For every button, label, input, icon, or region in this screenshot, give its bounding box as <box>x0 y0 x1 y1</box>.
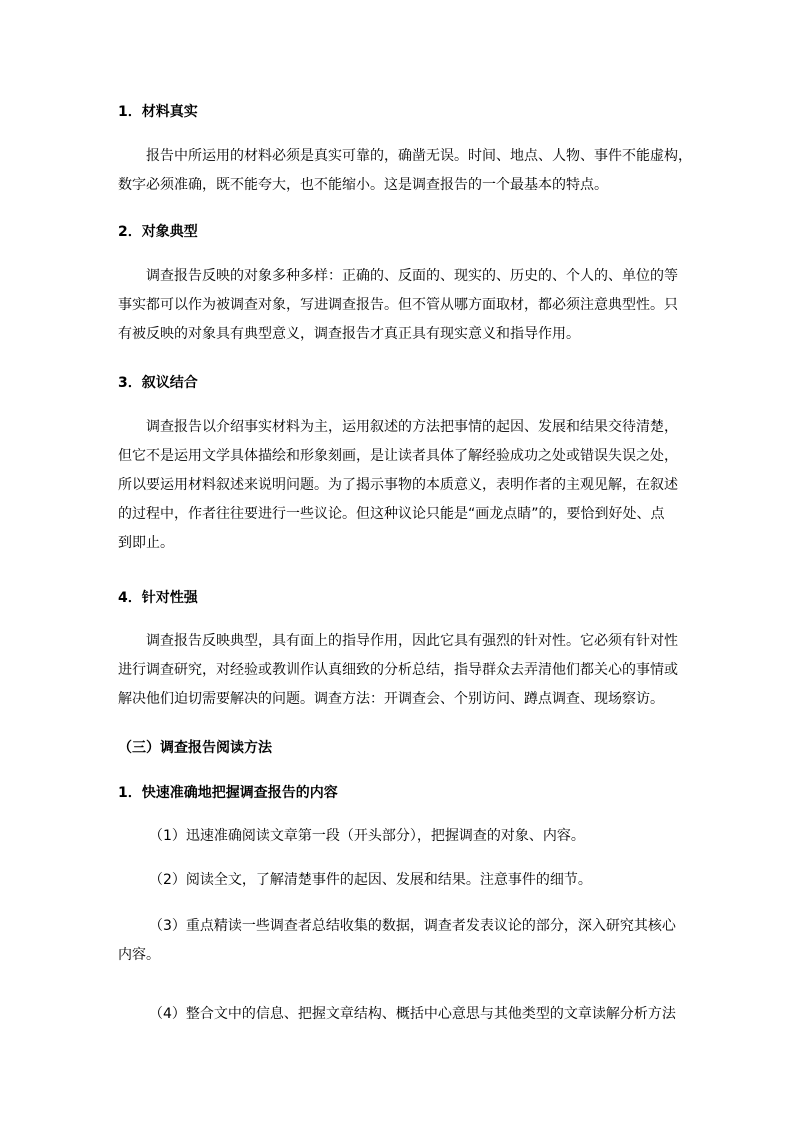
paragraph-line: 数字必须准确，既不能夸大，也不能缩小。这是调查报告的一个最基本的特点。 <box>118 177 608 193</box>
list-item <box>118 866 686 895</box>
paragraph-line: 到即止。 <box>118 535 174 551</box>
paragraph-line: 进行调查研究，对经验或教训作认真细致的分析总结，指导群众去弄清他们都关心的事情或 <box>118 662 678 678</box>
heading-grasp-content: 1．快速准确地把握调查报告的内容 <box>118 785 338 801</box>
list-item <box>118 912 686 970</box>
list-item-line: （4）整合文中的信息、把握文章结构、概括中心意思与其他类型的文章读解分析方法 <box>149 1006 676 1022</box>
list-item-line: （2）阅读全文，了解清楚事件的起因、发展和结果。注意事件的细节。 <box>149 872 592 888</box>
paragraph-narration-discussion <box>118 413 686 558</box>
paragraph-strong-pertinence <box>118 627 686 714</box>
paragraph-line: 调查报告反映的对象多种多样：正确的、反面的、现实的、历史的、个人的、单位的等 <box>146 268 678 284</box>
list-item <box>118 822 686 851</box>
heading-material-truth: 1．材料真实 <box>118 104 198 120</box>
heading-narration-discussion: 3．叙议结合 <box>118 375 198 391</box>
paragraph-line: 调查报告以介绍事实材料为主，运用叙述的方法把事情的起因、发展和结果交待清楚， <box>146 419 678 435</box>
heading-strong-pertinence: 4．针对性强 <box>118 590 198 606</box>
paragraph-material-truth <box>118 142 692 200</box>
heading-typical-object: 2．对象典型 <box>118 224 198 240</box>
paragraph-line: 解决他们迫切需要解决的问题。调查方法：开调查会、个别访问、蹲点调查、现场察访。 <box>118 691 664 707</box>
list-item-line: 内容。 <box>118 947 160 963</box>
heading-reading-methods: （三）调查报告阅读方法 <box>118 740 272 756</box>
paragraph-typical-object <box>118 262 686 349</box>
list-item-line: （1）迅速准确阅读文章第一段（开头部分），把握调查的对象、内容。 <box>149 828 585 844</box>
list-item <box>118 1000 686 1029</box>
paragraph-line: 事实都可以作为被调查对象，写进调查报告。但不管从哪方面取材，都必须注意典型性。只 <box>118 297 678 313</box>
paragraph-line: 报告中所运用的材料必须是真实可靠的，确凿无误。时间、地点、人物、事件不能虚构， <box>146 148 692 164</box>
paragraph-line: 所以要运用材料叙述来说明问题。为了揭示事物的本质意义，表明作者的主观见解，在叙述 <box>118 477 678 493</box>
paragraph-line: 有被反映的对象具有典型意义，调查报告才真正具有现实意义和指导作用。 <box>118 326 580 342</box>
paragraph-line: 调查报告反映典型，具有面上的指导作用，因此它具有强烈的针对性。它必须有针对性 <box>146 633 678 649</box>
paragraph-line: 的过程中，作者往往要进行一些议论。但这种议论只能是“画龙点睛”的，要恰到好处、点 <box>118 506 665 522</box>
list-item-line: （3）重点精读一些调查者总结收集的数据，调查者发表议论的部分，深入研究其核心 <box>149 918 676 934</box>
paragraph-line: 但它不是运用文学具体描绘和形象刻画，是让读者具体了解经验成功之处或错误失误之处， <box>118 448 678 464</box>
